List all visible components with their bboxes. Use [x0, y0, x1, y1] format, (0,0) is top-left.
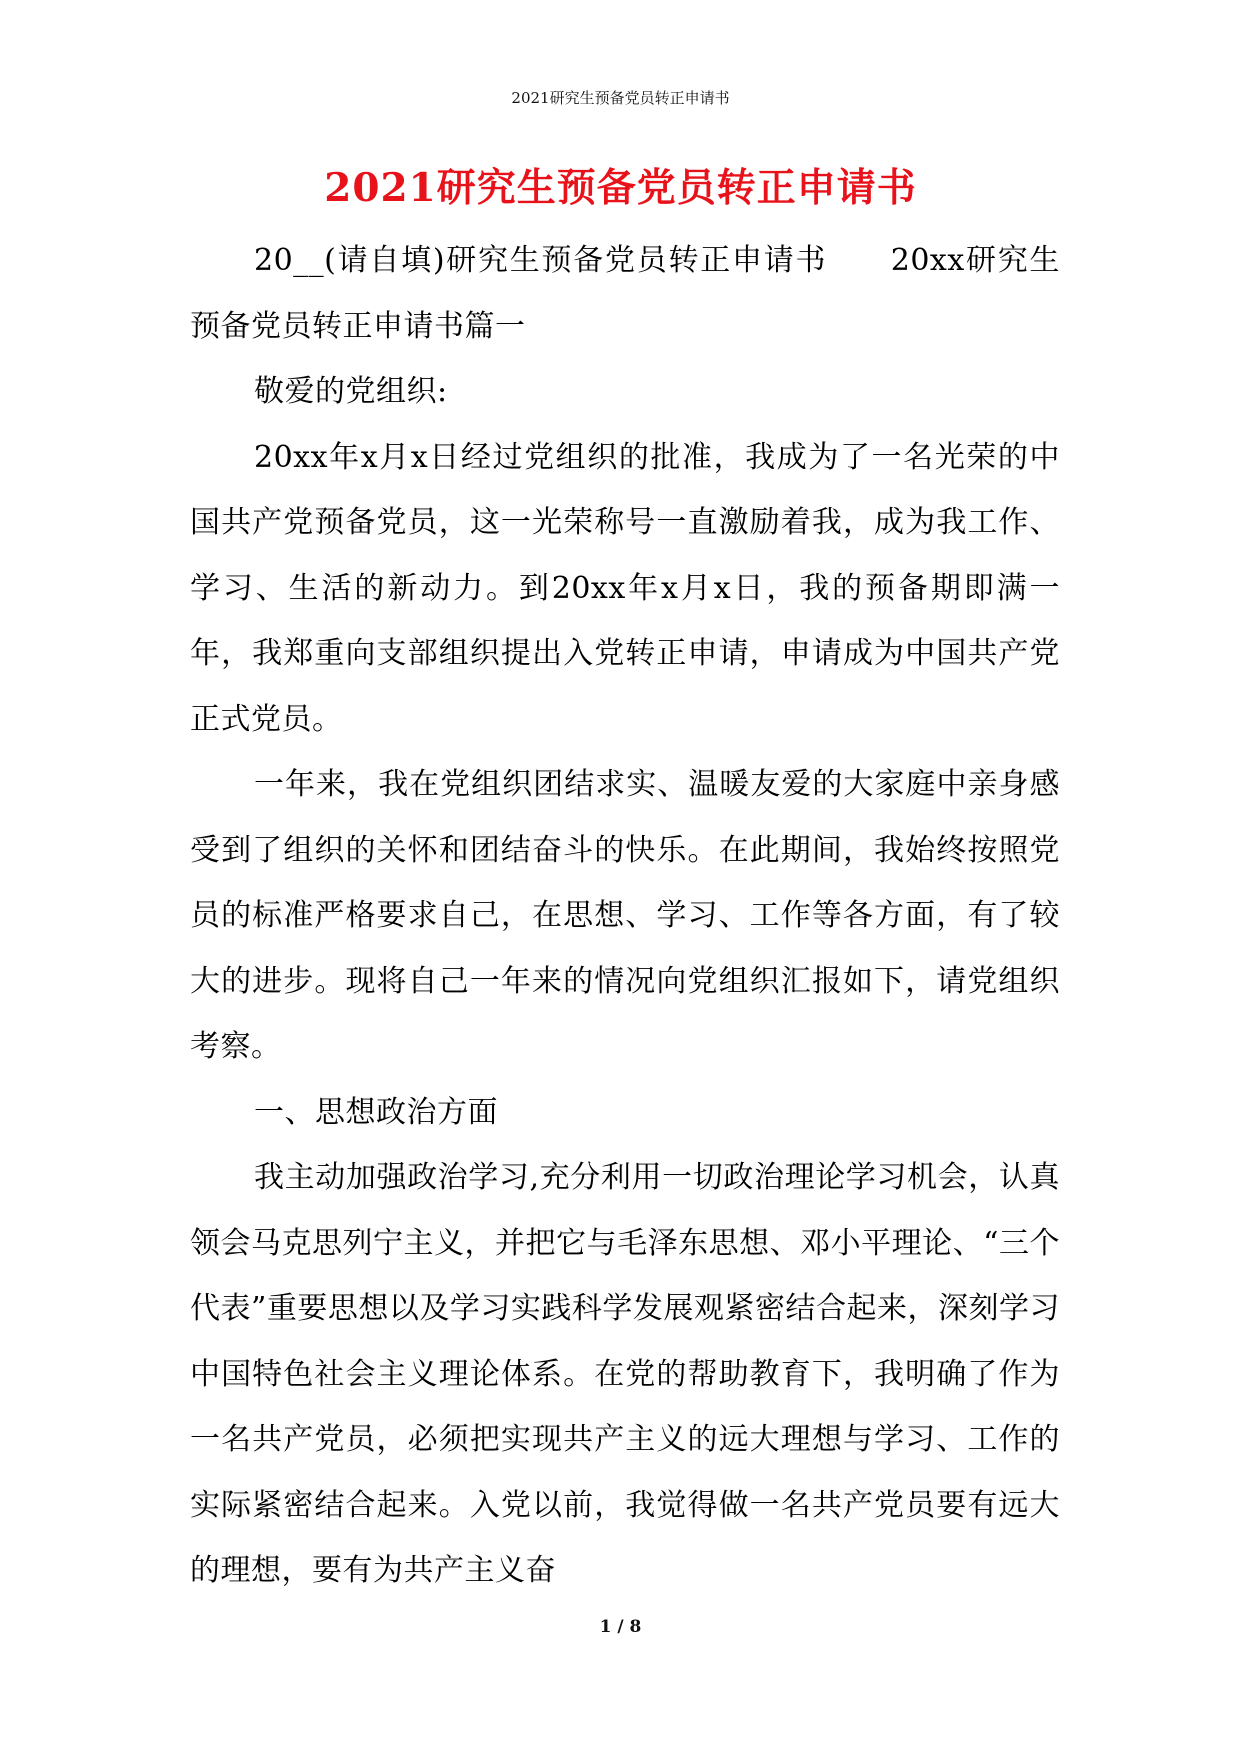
paragraph-intro: 20__(请自填)研究生预备党员转正申请书 20xx研究生预备党员转正申请书篇一 [190, 243, 1060, 344]
paragraph-application: 20xx年x月x日经过党组织的批准，我成为了一名光荣的中国共产党预备党员，这一光荣称号一直激励着我，成为我工作、学习、生活的新动力。到20xx年x月x日，我的预备期即满一年，我郑重向支部组织提出入党转正申请，申请成为中国共产党正式党员。 [190, 439, 1060, 737]
document-title: 2021研究生预备党员转正申请书 [324, 165, 917, 211]
page-number: 1 / 8 [599, 1617, 642, 1637]
section-heading-politics: 一、思想政治方面 [254, 1094, 498, 1130]
paragraph-political-study: 我主动加强政治学习,充分利用一切政治理论学习机会，认真领会马克思列宁主义，并把它与毛泽东思想、邓小平理论、“三个代表”重要思想以及学习实践科学发展观紧密结合起来，深刻学习中国特色社会主义理论体系。在党的帮助教育下，我明确了作为一名共产党员，必须把实现共产主义的远大理想与学习、工作的实际紧密结合起来。入党以前，我觉得做一名共产党员要有远大的理想，要有为共产主义奋 [190, 1160, 1060, 1588]
running-header: 2021研究生预备党员转正申请书 [511, 89, 730, 107]
paragraph-salutation: 敬爱的党组织: [254, 374, 448, 409]
paragraph-year-summary: 一年来，我在党组织团结求实、温暖友爱的大家庭中亲身感受到了组织的关怀和团结奋斗的快乐。在此期间，我始终按照党员的标准严格要求自己，在思想、学习、工作等各方面，有了较大的进步。现将自己一年来的情况向党组织汇报如下，请党组织考察。 [190, 767, 1060, 1064]
document-body [190, 228, 1060, 1604]
